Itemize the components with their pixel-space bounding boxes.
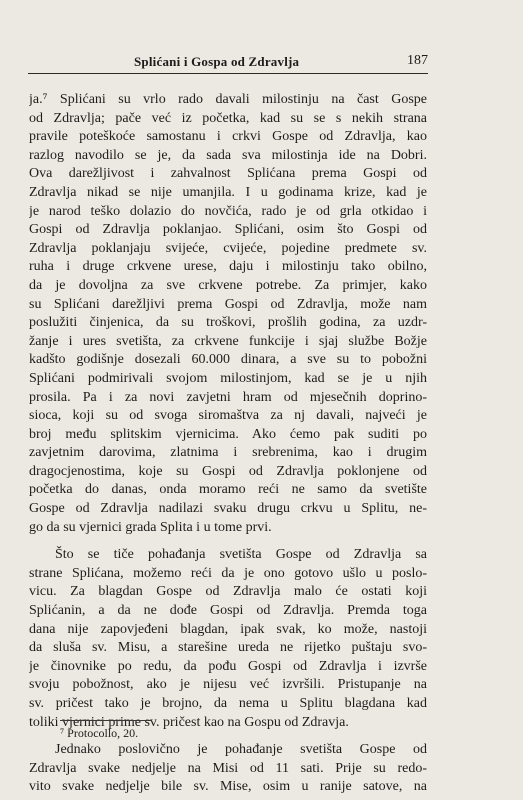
text-line: kadšto godišnje dosezali 60.000 dinara, a sve su to pobožni [29,352,427,368]
text-line: svoju pobožnost, ako je nijesu već izvršili. Pristupanje na [29,677,427,693]
text-line: Zdravlja poklanjaju svijeće, cvijeće, pojedine predmete sv. [29,240,427,256]
text-line: su Splićani darežljivi prema Gospi od Zdravlja, može nam [29,296,427,312]
running-header [28,52,428,72]
text-line: vito svake nedjelje bile sv. Mise, osim u ranije satove, na [29,779,427,795]
text-line: strane Splićana, možemo reći da je ono gotovo ušlo u poslo- [29,565,427,581]
text-line: sv. pričest tako je brojno, da nema u Splitu blagdana kad [29,696,427,711]
text-line: Zdravlja nikad se nije umanjila. I u godinama krize, kad je [29,184,427,200]
text-line: Gospe od Zdravlja nadilazi svaku drugu crkvu u Splitu, ne- [29,501,427,517]
footnote: ⁷ Protocollo, 20. [60,726,139,740]
text-line: ruha i druge crkvene urese, daju i milostinju tako obilno, [29,259,427,275]
text-line: ja.⁷ Splićani su vrlo rado davali milostinju na čast Gospe [29,92,427,107]
paragraph [29,546,427,732]
paragraph-gap [29,537,427,546]
body-text [29,91,427,797]
text-line: Splićanin, a da ne dođe Gospi od Zdravlja. Premda toga [29,603,427,619]
text-line: vicu. Za blagdan Gospe od Zdravlja malo će ostati koji [29,584,427,600]
text-line: da je dovoljna za sve crkvene potrebe. Za primjer, kako [29,277,427,293]
page-number: 187 [407,53,428,68]
text-line: razlog navodilo se je, da sada sva milostinja ide na Dobri. [29,147,427,163]
text-line: broj među splitskim vjernicima. Ako ćemo pak suditi po [29,426,427,442]
text-line: zavjetnim darovima, zlatnima i srebrenima, kao i drugim [29,445,427,461]
footnote-rule [60,720,152,721]
header-rule [28,73,428,74]
text-line: Ova darežljivost i zahvalnost Splićana prema Gospi od [29,166,427,182]
text-line: je narod teško dolazio do novčića, rado je od grla otkidao i [29,203,427,219]
paragraph [29,91,427,537]
text-line: žanje i ures svetišta, za crkvene funkcije i sjaj službe Božje [29,333,427,349]
text-line: Gospi od Zdravlja poklanjao. Splićani, osim što Gospi od [29,222,427,238]
text-line: Zdravlja svake nedjelje na Misi od 11 sati. Prije su redo- [29,760,427,776]
text-line: dana nije zapovjeđeni blagdan, ipak svak, ko može, nastoji [29,621,427,637]
text-line: Jednako poslovično je pohađanje svetišta Gospe od [55,742,427,758]
text-line: sioca, koji su od svoga siromaštva za nj davali, najveći je [29,408,427,424]
text-line: je činovnike po redu, da pođu Gospi od Zdravlja i izvrše [29,658,427,674]
text-line: Što se tiče pohađanja svetišta Gospe od Zdravlja sa [55,547,427,563]
text-line: da sluša sv. Misu, a starešine ureda ne rijetko puštaju svo- [29,640,427,656]
text-line: toliki vjernici prime sv. pričest kao na Gospu od Zdravja. [29,714,349,730]
text-line: poslužiti činjenica, da su troškovi, prošlih godina, za uzdr- [29,315,427,331]
text-line: pravile poteškoće samostanu i crkvi Gospe od Zdravlja, kao [29,129,427,145]
text-line: od Zdravlja; pače već iz početka, kad su se s nekih strana [29,110,427,126]
text-line: Splićani podmirivali svojom milostinjom, kad se je u njih [29,370,427,386]
text-line: prosila. Pa i za novi zavjetni hram od mjesečnih doprino- [29,389,427,405]
paragraph [29,741,427,797]
running-title: Splićani i Gospa od Zdravlja [134,54,300,69]
text-line: početka do danas, onda moramo reći ne samo da svetište [29,482,427,498]
text-line: dragocjenostima, koje su Gospi od Zdravlja poklonjene od [29,463,427,479]
text-line: go da su vjernici grada Splita i u tome prvi. [29,519,272,535]
